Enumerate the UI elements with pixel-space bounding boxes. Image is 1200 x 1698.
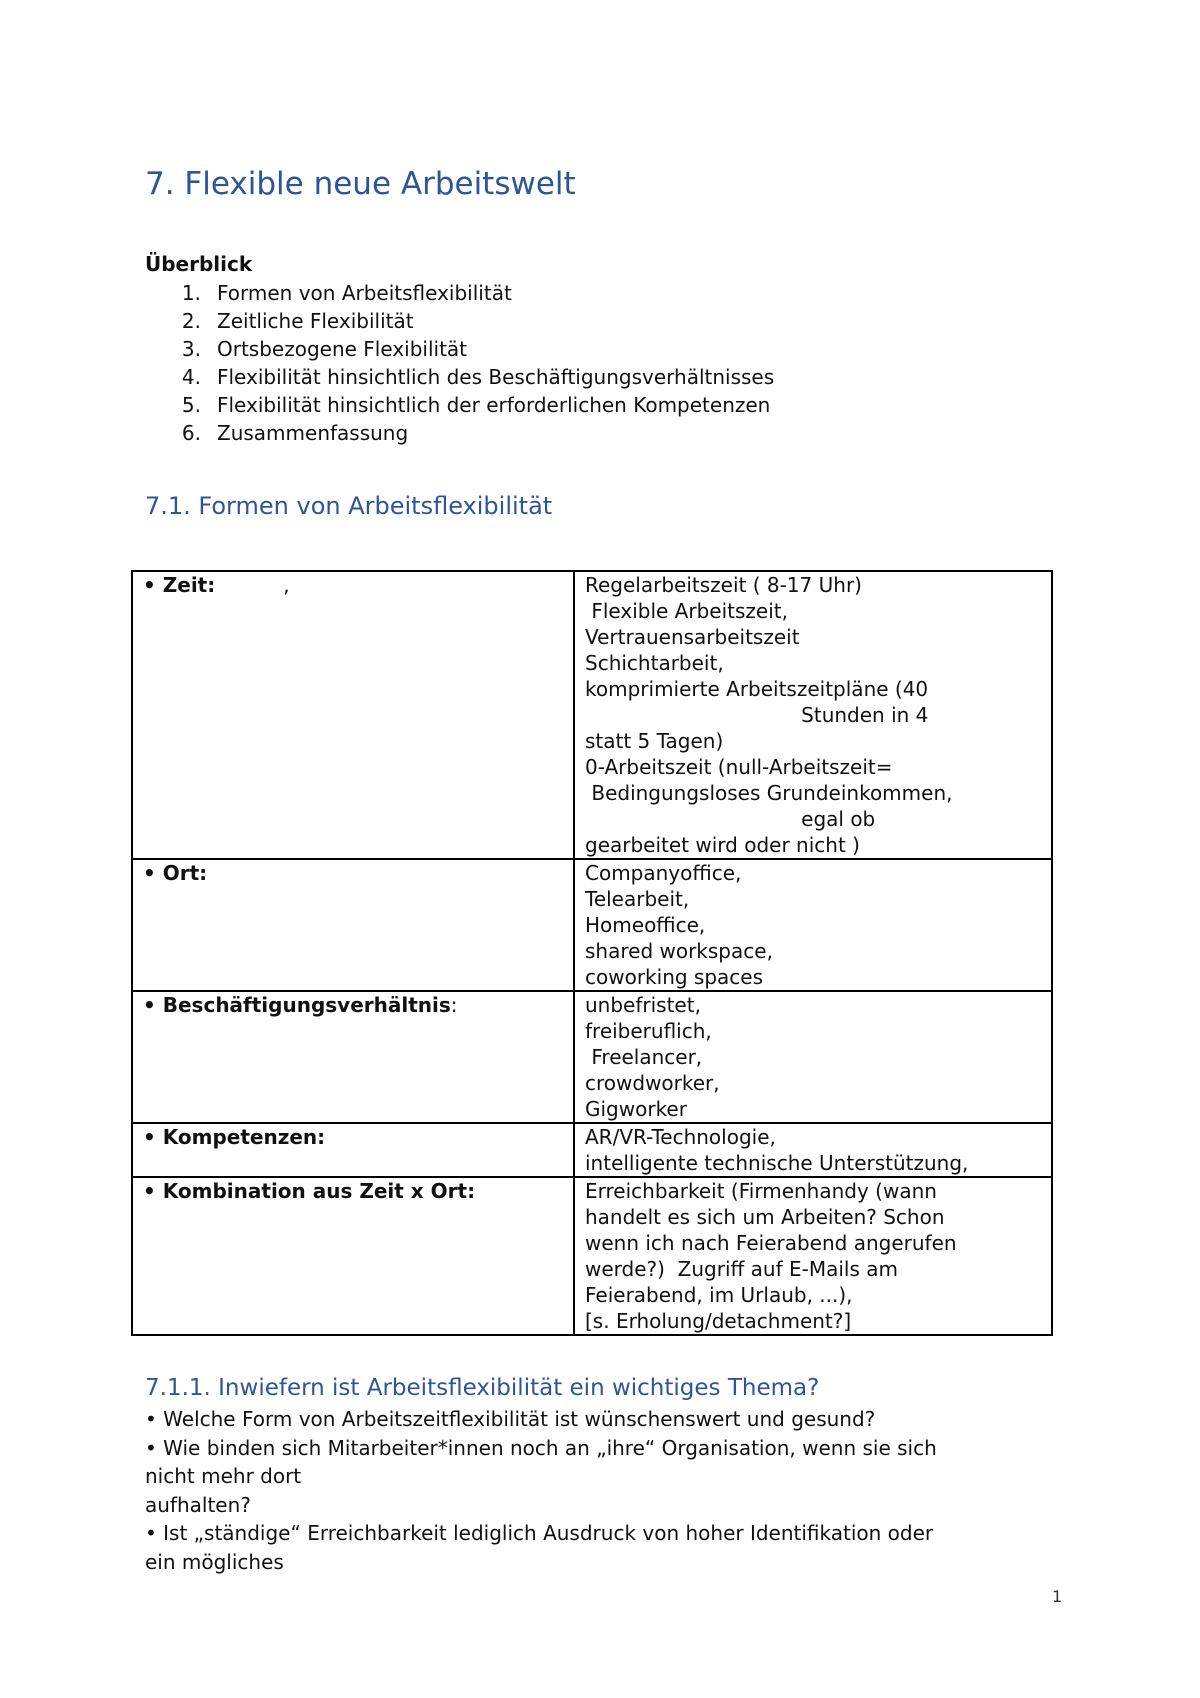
body-line: nicht mehr dort xyxy=(145,1464,302,1488)
value-cell xyxy=(574,859,1052,991)
category-cell xyxy=(132,571,574,859)
overview-title: Überblick xyxy=(145,252,253,276)
overview-item-number: 3. xyxy=(181,337,201,361)
page-number: 1 xyxy=(1052,1587,1063,1606)
category-label: • Kombination aus Zeit x Ort: xyxy=(143,1179,476,1203)
category-suffix: , xyxy=(283,573,290,597)
table-row xyxy=(132,991,1052,1123)
value-line: handelt es sich um Arbeiten? Schon xyxy=(585,1205,945,1229)
value-line: statt 5 Tagen) xyxy=(585,729,724,753)
body-line: ein mögliches xyxy=(145,1549,284,1574)
overview-item xyxy=(145,307,774,335)
table-row xyxy=(132,1177,1052,1335)
category-cell xyxy=(132,1123,574,1177)
overview-item xyxy=(145,335,774,363)
overview-item-text: Ortsbezogene Flexibilität xyxy=(217,337,468,361)
category-cell xyxy=(132,859,574,991)
value-line: freiberuflich, xyxy=(585,1019,712,1043)
value-line: Bedingungsloses Grundeinkommen, xyxy=(585,781,953,805)
body-line: • Welche Form von Arbeitszeitflexibilität ist wünschenswert und gesund? xyxy=(145,1407,876,1431)
value-line: Freelancer, xyxy=(585,1045,703,1069)
category-label: • Zeit: xyxy=(143,573,216,597)
value-line: intelligente technische Unterstützung, xyxy=(585,1151,969,1175)
overview-item xyxy=(145,419,774,447)
category-suffix: : xyxy=(450,993,458,1017)
overview-item-text: Zusammenfassung xyxy=(217,421,409,445)
value-cell xyxy=(574,571,1052,859)
value-line: Feierabend, im Urlaub, ...), xyxy=(585,1283,853,1307)
overview-item-number: 5. xyxy=(181,393,201,417)
value-line: egal ob xyxy=(585,807,876,831)
table-row xyxy=(132,571,1052,859)
table-row xyxy=(132,1123,1052,1177)
overview-item-text: Flexibilität hinsichtlich der erforderlichen Kompetenzen xyxy=(217,393,771,417)
value-cell xyxy=(574,1123,1052,1177)
value-line: Vertrauensarbeitszeit xyxy=(585,625,800,649)
value-cell xyxy=(574,991,1052,1123)
value-line: werde?) Zugriff auf E-Mails am xyxy=(585,1257,898,1281)
value-line: coworking spaces xyxy=(585,965,764,989)
value-line: Companyoffice, xyxy=(585,861,742,885)
chapter-heading: 7. Flexible neue Arbeitswelt xyxy=(145,166,576,202)
overview-item-number: 2. xyxy=(181,309,201,333)
body-line: aufhalten? xyxy=(145,1492,251,1517)
overview-item-number: 6. xyxy=(181,421,201,445)
category-label: • Beschäftigungsverhältnis xyxy=(143,993,451,1017)
overview-item-text: Zeitliche Flexibilität xyxy=(217,309,414,333)
value-cell xyxy=(574,1177,1052,1335)
value-line: Schichtarbeit, xyxy=(585,651,724,675)
category-cell xyxy=(132,991,574,1123)
value-line: Regelarbeitszeit ( 8-17 Uhr) xyxy=(585,573,862,597)
section-heading: 7.1. Formen von Arbeitsflexibilität xyxy=(145,492,553,520)
value-line: Stunden in 4 xyxy=(585,703,929,727)
value-line: shared workspace, xyxy=(585,939,773,963)
value-line: Gigworker xyxy=(585,1097,687,1121)
value-line: Homeoffice, xyxy=(585,913,706,937)
table-row xyxy=(132,859,1052,991)
value-line: unbefristet, xyxy=(585,993,701,1017)
flexibility-forms-table xyxy=(131,570,1053,1336)
category-label: • Kompetenzen: xyxy=(143,1125,326,1149)
value-line: komprimierte Arbeitszeitpläne (40 xyxy=(585,677,929,701)
value-line: [s. Erholung/detachment?] xyxy=(585,1309,852,1333)
value-line: wenn ich nach Feierabend angerufen xyxy=(585,1231,957,1255)
overview-item-text: Formen von Arbeitsflexibilität xyxy=(217,281,512,305)
value-line: Flexible Arbeitszeit, xyxy=(585,599,788,623)
value-line: gearbeitet wird oder nicht ) xyxy=(585,833,860,857)
body-line: • Ist „ständige“ Erreichbarkeit lediglich Ausdruck von hoher Identifikation oder xyxy=(145,1521,934,1545)
subsection-body xyxy=(145,1405,1045,1576)
overview-item-number: 4. xyxy=(181,365,201,389)
value-line: 0-Arbeitszeit (null-Arbeitszeit= xyxy=(585,755,893,779)
overview-list xyxy=(145,279,774,447)
overview-item-number: 1. xyxy=(181,281,201,305)
value-line: Erreichbarkeit (Firmenhandy (wann xyxy=(585,1179,937,1203)
category-label: • Ort: xyxy=(143,861,208,885)
subsection-heading: 7.1.1. Inwiefern ist Arbeitsflexibilität ein wichtiges Thema? xyxy=(145,1375,820,1401)
value-line: AR/VR-Technologie, xyxy=(585,1125,776,1149)
overview-item-text: Flexibilität hinsichtlich des Beschäftigungsverhältnisses xyxy=(217,365,775,389)
category-cell xyxy=(132,1177,574,1335)
body-line: • Wie binden sich Mitarbeiter*innen noch an „ihre“ Organisation, wenn sie sich xyxy=(145,1435,937,1460)
overview-item xyxy=(145,279,774,307)
overview-item xyxy=(145,363,774,391)
overview-item xyxy=(145,391,774,419)
value-line: crowdworker, xyxy=(585,1071,720,1095)
value-line: Telearbeit, xyxy=(585,887,690,911)
